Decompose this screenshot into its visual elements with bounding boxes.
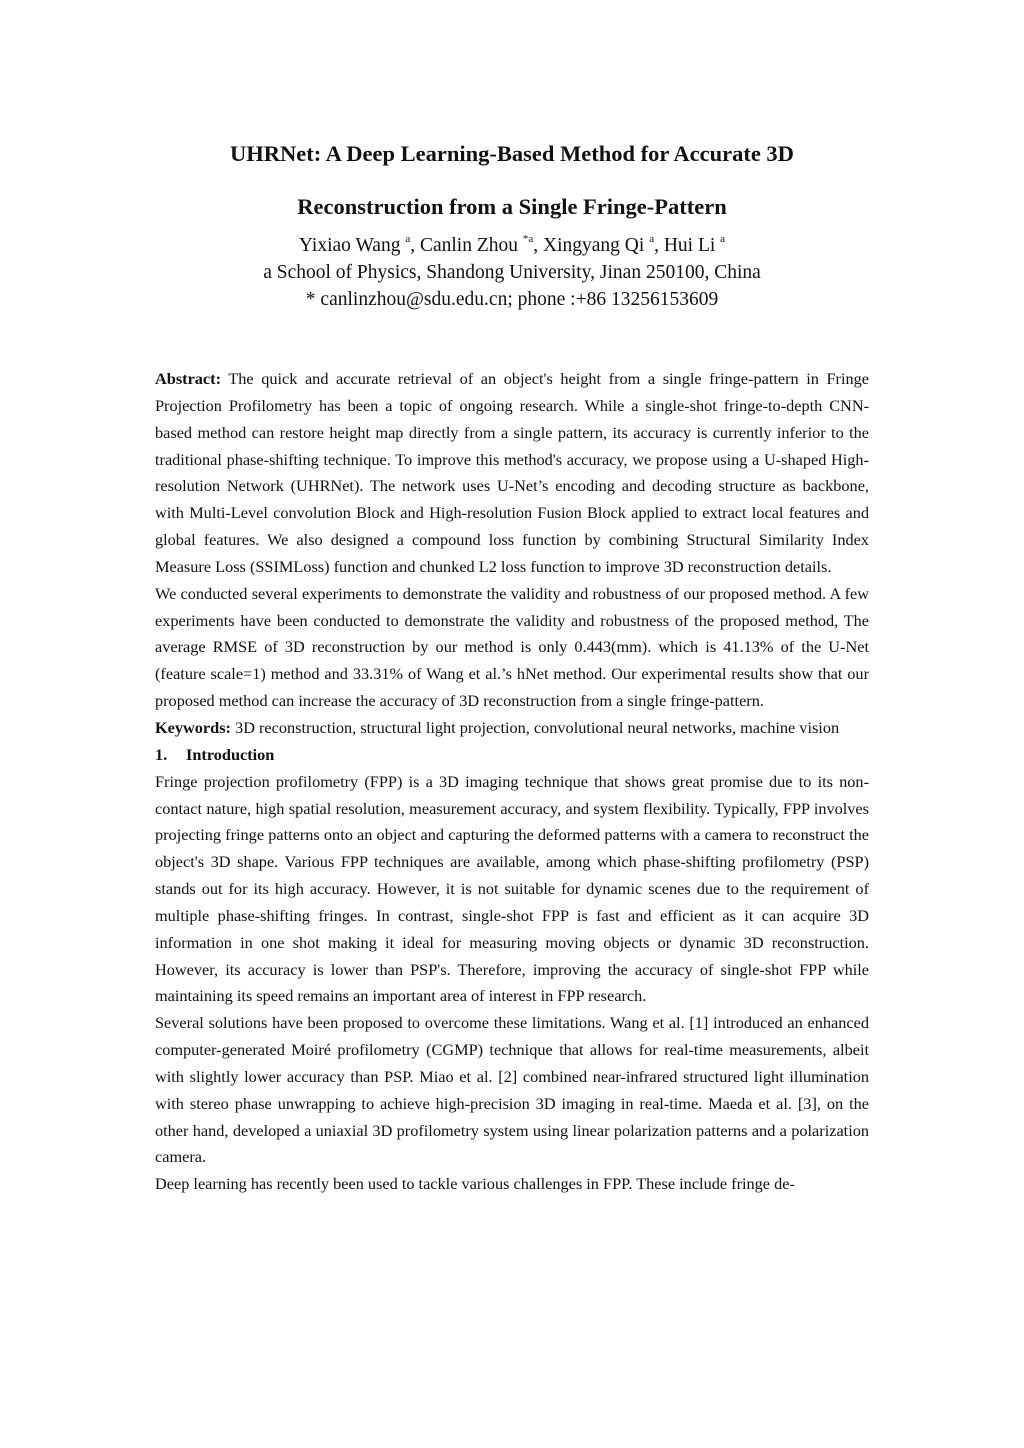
paper-body — [155, 366, 869, 1198]
section-title: Introduction — [186, 744, 275, 764]
intro-paragraph-last: Deep learning has recently been used to tackle various challenges in FPP. These include fringe de- — [155, 1174, 795, 1194]
corresponding-contact — [0, 287, 1024, 313]
keywords-label: Keywords: — [155, 717, 231, 737]
author-affiliation-mark: a — [405, 233, 411, 245]
author-name: Canlin Zhou — [419, 235, 519, 256]
author-affiliation-mark: a — [720, 233, 726, 245]
keywords — [155, 715, 869, 742]
author-separator: , — [654, 235, 664, 256]
abstract-paragraph-2: We conducted several experiments to demonstrate the validity and robustness of our proposed method. A few experiments have been conducted to demonstrate the validity and robustness of the proposed method, The average RMSE of 3D reconstruction by our method is only 0.443(mm). which is 41.13% of the U-Net (feature scale=1) method and 33.31% of Wang et al.’s hNet method. Our experimental results show that our proposed method can increase the accuracy of 3D reconstruction from a single fringe-pattern. — [155, 583, 869, 711]
abstract-text: The quick and accurate retrieval of an object's height from a single fringe-pattern in Fringe Projection Profilometry has been a topic of ongoing research. While a single-shot fringe-to-depth CNN-based method can restore height map directly from a single pattern, its accuracy is currently inferior to the traditional phase-shifting technique. To improve this method's accuracy, we propose using a U-shaped High-resolution Network (UHRNet). The network uses U-Net’s encoding and decoding structure as backbone, with Multi-Level convolution Block and High-resolution Fusion Block applied to extract local features and global features. We also designed a compound loss function by combining Structural Similarity Index Measure Loss (SSIMLoss) function and chunked L2 loss function to improve 3D reconstruction details. — [155, 369, 869, 576]
author-separator: , — [533, 235, 544, 256]
abstract-label: Abstract: — [155, 369, 222, 388]
author-name: Hui Li — [663, 235, 716, 256]
author-name: Yixiao Wang — [298, 235, 401, 256]
section-heading-introduction — [155, 742, 869, 769]
author-name: Xingyang Qi — [543, 235, 645, 256]
paper-title-line-1: UHRNet: A Deep Learning-Based Method for Accurate 3D — [230, 141, 794, 166]
author-separator: , — [410, 235, 420, 256]
author-list — [0, 233, 1024, 259]
section-number: 1. — [155, 744, 168, 764]
abstract-paragraph — [155, 366, 869, 581]
keywords-text: 3D reconstruction, structural light projection, convolutional neural networks, machine vision — [235, 717, 840, 737]
intro-paragraph: Fringe projection profilometry (FPP) is a 3D imaging technique that shows great promise due to its non-contact nature, high spatial resolution, measurement accuracy, and system flexibility. Typically, FPP involves projecting fringe patterns onto an object and capturing the deformed patterns with a camera to reconstruct the object's 3D shape. Various FPP techniques are available, among which phase-shifting profilometry (PSP) stands out for its high accuracy. However, it is not suitable for dynamic scenes due to the requirement of multiple phase-shifting fringes. In contrast, single-shot FPP is fast and efficient as it can acquire 3D information in one shot making it ideal for measuring moving objects or dynamic 3D reconstruction. However, its accuracy is lower than PSP's. Therefore, improving the accuracy of single-shot FPP while maintaining its speed remains an important area of interest in FPP research. — [155, 771, 869, 1006]
intro-paragraph: Several solutions have been proposed to overcome these limitations. Wang et al. [1] introduced an enhanced computer-generated Moiré profilometry (CGMP) technique that allows for real-time measurements, albeit with slightly lower accuracy than PSP. Miao et al. [2] combined near-infrared structured light illumination with stereo phase unwrapping to achieve high-precision 3D imaging in real-time. Maeda et al. [3], on the other hand, developed a uniaxial 3D profilometry system using linear polarization patterns and a polarization camera. — [155, 1013, 869, 1167]
author-affiliation-mark: a — [649, 233, 655, 245]
contact-text[interactable]: * canlinzhou@sdu.edu.cn; phone :+86 13256153609 — [305, 289, 719, 310]
paper-title-line-2: Reconstruction from a Single Fringe-Pattern — [297, 194, 727, 219]
author-affiliation: a School of Physics, Shandong University, Jinan 250100, China — [263, 262, 761, 283]
author-affiliation-mark: *a — [522, 233, 534, 245]
